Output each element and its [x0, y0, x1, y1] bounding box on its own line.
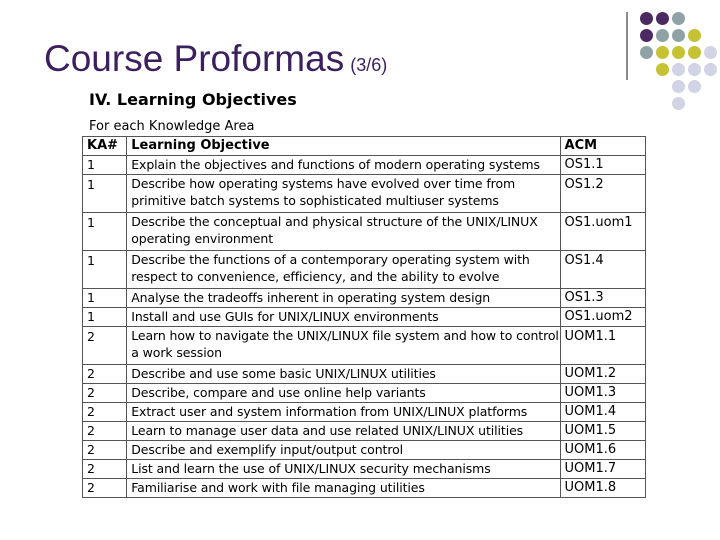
learning-objectives-table: [82, 136, 646, 498]
objective-cell: Analyse the tradeoffs inherent in operating system design: [127, 289, 560, 308]
objective-cell: Describe, compare and use online help variants: [127, 384, 560, 403]
table-row: [83, 422, 646, 441]
objective-cell: Describe how operating systems have evolved over time from primitive batch systems to sophisticated multiuser systems: [127, 175, 560, 213]
header-ka: KA#: [83, 137, 127, 156]
acm-cell: UOM1.7: [560, 460, 645, 479]
embedded-document-image: [80, 86, 650, 510]
slide-title-main: Course Proformas: [44, 38, 345, 79]
objective-cell: Extract user and system information from UNIX/LINUX platforms: [127, 403, 560, 422]
decorative-dot: [688, 29, 701, 42]
decorative-dot: [688, 46, 701, 59]
decorative-dot: [672, 80, 685, 93]
decorative-dot: [640, 29, 653, 42]
ka-cell: 1: [83, 308, 127, 327]
table-row: [83, 213, 646, 251]
table-row: [83, 479, 646, 498]
ka-cell: 2: [83, 422, 127, 441]
objective-cell: Learn how to navigate the UNIX/LINUX file system and how to control a work session: [127, 327, 560, 365]
objective-cell: Install and use GUIs for UNIX/LINUX environments: [127, 308, 560, 327]
table-row: [83, 365, 646, 384]
decorative-dot: [656, 46, 669, 59]
slide-title-counter: (3/6): [350, 55, 388, 75]
table-header-row: [83, 137, 646, 156]
acm-cell: UOM1.6: [560, 441, 645, 460]
decorative-dot: [672, 12, 685, 25]
ka-cell: 2: [83, 384, 127, 403]
decorative-dot: [688, 80, 701, 93]
ka-cell: 1: [83, 213, 127, 251]
table-row: [83, 384, 646, 403]
ka-cell: 1: [83, 175, 127, 213]
table-row: [83, 441, 646, 460]
ka-cell: 2: [83, 460, 127, 479]
table-row: [83, 460, 646, 479]
table-row: [83, 175, 646, 213]
acm-cell: OS1.3: [560, 289, 645, 308]
ka-cell: 2: [83, 365, 127, 384]
table-row: [83, 289, 646, 308]
table-row: [83, 403, 646, 422]
header-acm: ACM: [560, 137, 645, 156]
objective-cell: Familiarise and work with file managing utilities: [127, 479, 560, 498]
acm-cell: UOM1.5: [560, 422, 645, 441]
ka-cell: 2: [83, 403, 127, 422]
table-row: [83, 251, 646, 289]
table-row: [83, 156, 646, 175]
acm-cell: OS1.uom2: [560, 308, 645, 327]
decorative-dot: [672, 46, 685, 59]
decorative-dot: [640, 12, 653, 25]
acm-cell: OS1.2: [560, 175, 645, 213]
decorative-dot: [672, 63, 685, 76]
decorative-dot: [640, 46, 653, 59]
ka-cell: 2: [83, 327, 127, 365]
ka-cell: 2: [83, 479, 127, 498]
decorative-dot: [704, 46, 717, 59]
decorative-dot: [704, 63, 717, 76]
section-intro: For each Knowledge Area: [89, 119, 255, 134]
objective-cell: Describe and exemplify input/output control: [127, 441, 560, 460]
objective-cell: List and learn the use of UNIX/LINUX security mechanisms: [127, 460, 560, 479]
table-row: [83, 308, 646, 327]
ka-cell: 1: [83, 156, 127, 175]
decorative-dot: [688, 63, 701, 76]
decorative-dot: [656, 12, 669, 25]
acm-cell: UOM1.1: [560, 327, 645, 365]
decorative-divider: [626, 12, 628, 80]
objective-cell: Describe the conceptual and physical structure of the UNIX/LINUX operating environment: [127, 213, 560, 251]
acm-cell: OS1.4: [560, 251, 645, 289]
decorative-dot: [672, 29, 685, 42]
slide-title: [44, 38, 387, 80]
decorative-dot: [656, 29, 669, 42]
acm-cell: UOM1.3: [560, 384, 645, 403]
objective-cell: Describe the functions of a contemporary operating system with respect to convenience, efficiency, and the ability to evolve: [127, 251, 560, 289]
ka-cell: 2: [83, 441, 127, 460]
table-row: [83, 327, 646, 365]
section-heading: IV. Learning Objectives: [89, 90, 297, 109]
header-learning-objective: Learning Objective: [127, 137, 560, 156]
objective-cell: Explain the objectives and functions of modern operating systems: [127, 156, 560, 175]
decorative-dot: [672, 97, 685, 110]
ka-cell: 1: [83, 289, 127, 308]
ka-cell: 1: [83, 251, 127, 289]
objective-cell: Describe and use some basic UNIX/LINUX utilities: [127, 365, 560, 384]
acm-cell: OS1.1: [560, 156, 645, 175]
decorative-dot: [656, 63, 669, 76]
objective-cell: Learn to manage user data and use related UNIX/LINUX utilities: [127, 422, 560, 441]
acm-cell: UOM1.8: [560, 479, 645, 498]
acm-cell: UOM1.4: [560, 403, 645, 422]
acm-cell: OS1.uom1: [560, 213, 645, 251]
acm-cell: UOM1.2: [560, 365, 645, 384]
